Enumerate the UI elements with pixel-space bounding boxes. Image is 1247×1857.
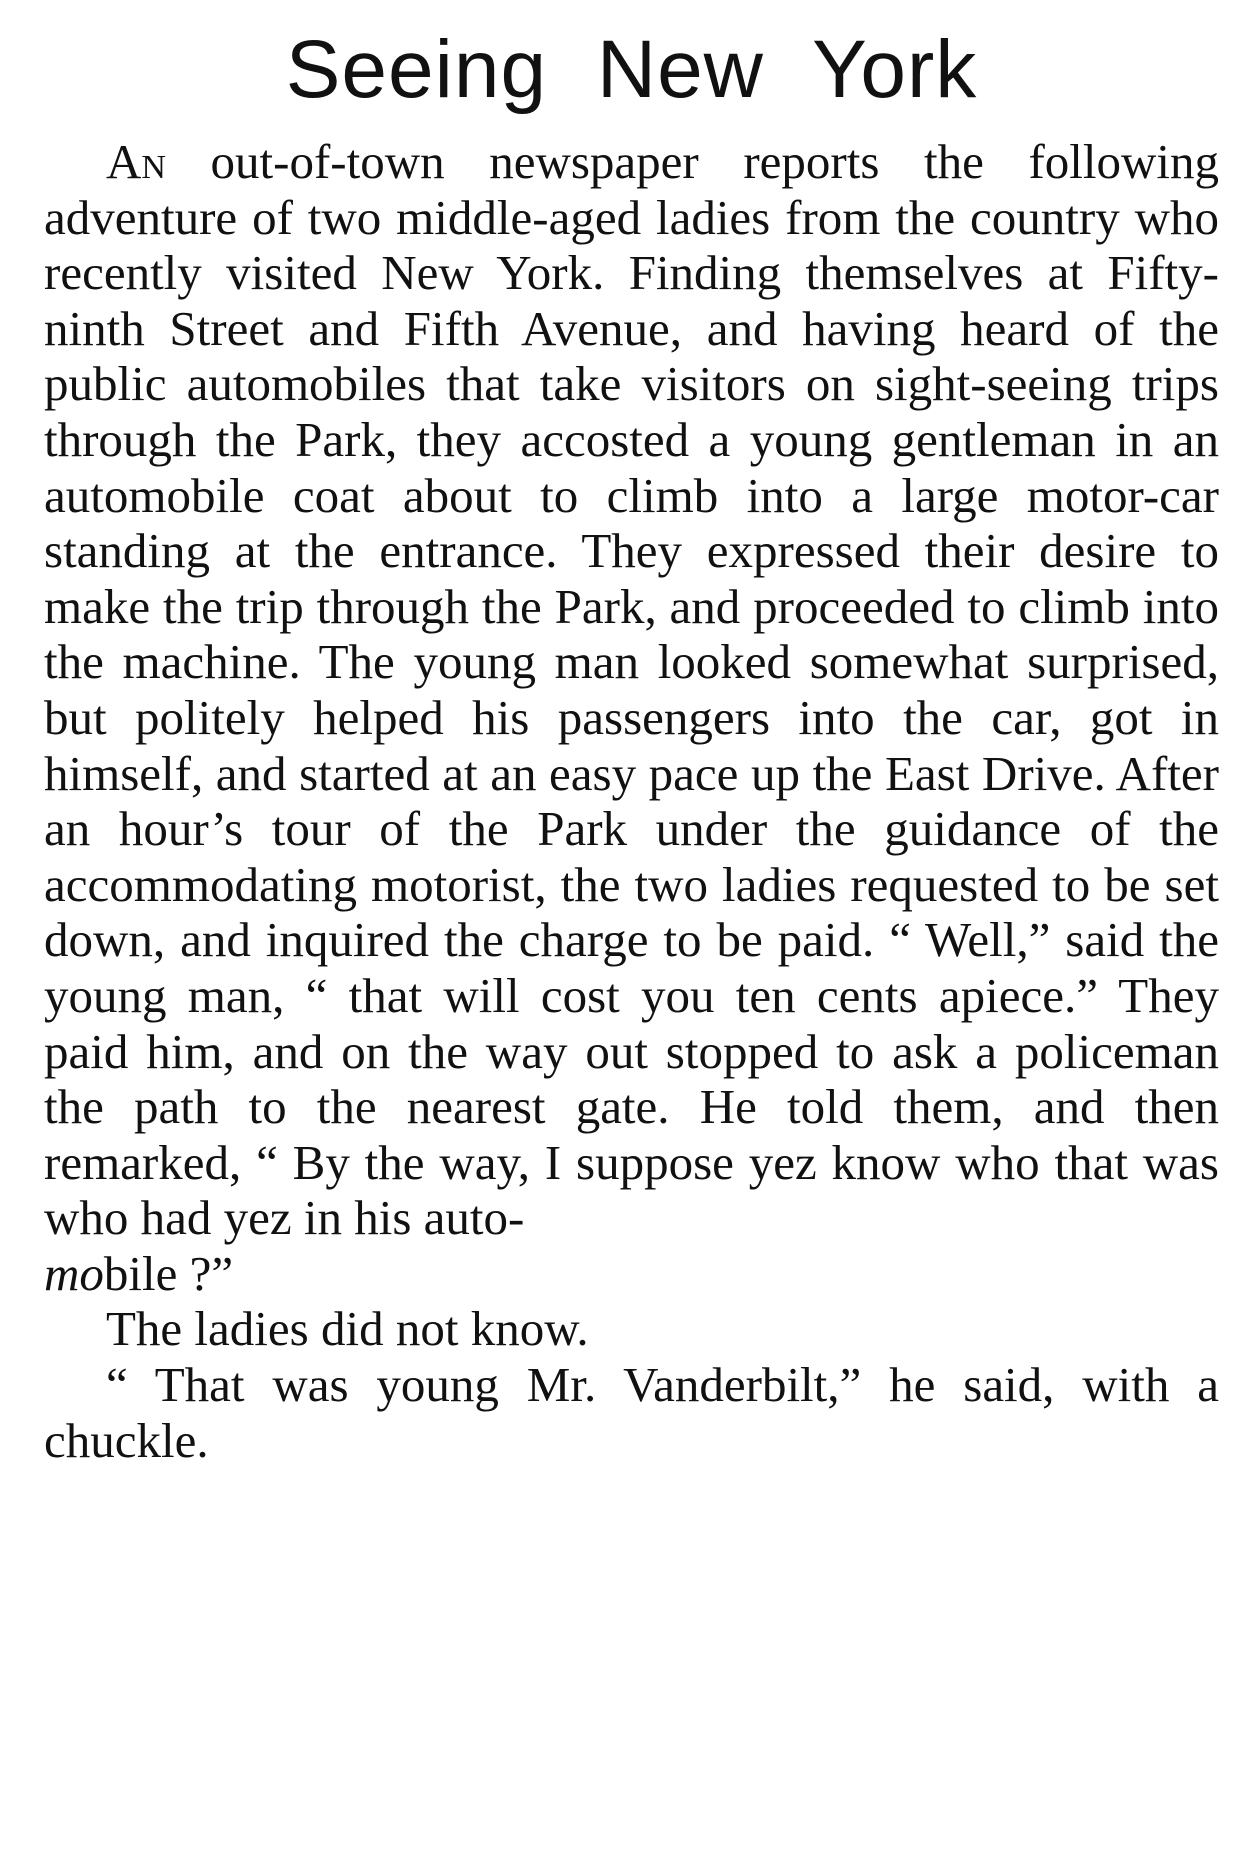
page	[44, 20, 1219, 1468]
paragraph-1-end: bile ?”	[103, 1245, 234, 1301]
paragraph-2: The ladies did not know.	[106, 1301, 589, 1357]
lead-word: An	[106, 134, 166, 189]
paragraph-1-italic: mo	[44, 1245, 104, 1301]
paragraph-1	[44, 134, 1219, 1301]
paragraph-3: “ That was young Mr. Vanderbilt,” he said, with a chuckle.	[44, 1357, 1219, 1468]
article-body	[44, 134, 1219, 1468]
paragraph-1-text: out-of-town newspaper reports the following adventure of two middle-aged ladies from the country who recently visited New York. Finding themselves at Fifty-ninth Street and Fifth Avenue, and having heard of the public automobiles that take visitors on sight-seeing trips through the Park, they accosted a young gentleman in an automobile coat about to climb into a large motor-car standing at the entrance. They expressed their desire to make the trip through the Park, and proceeded to climb into the machine. The young man looked somewhat surprised, but politely helped his passengers into the car, got in himself, and started at an easy pace up the East Drive. After an hour’s tour of the Park under the guidance of the accommodating motorist, the two ladies requested to be set down, and inquired the charge to be paid. “ Well,” said the young man, “ that will cost you ten cents apiece.” They paid him, and on the way out stopped to ask a policeman the path to the nearest gate. He told them, and then remarked, “ By the way, I suppose yez know who that was who had yez in his auto-	[44, 134, 1219, 1246]
article-title: Seeing New York	[285, 24, 978, 115]
